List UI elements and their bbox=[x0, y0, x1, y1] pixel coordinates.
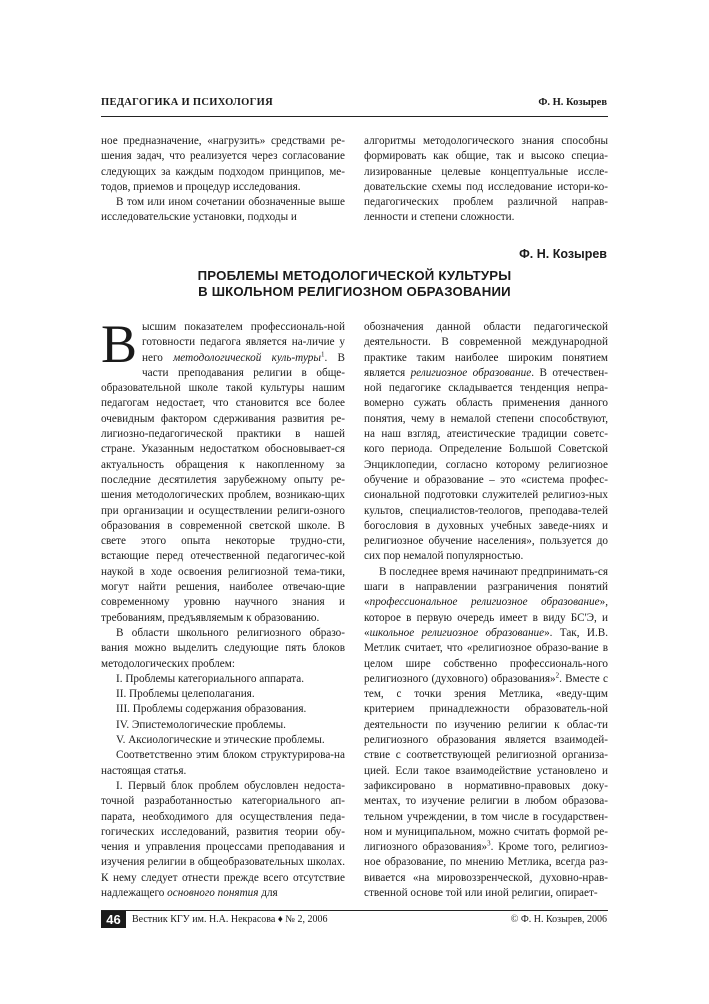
footer-rule bbox=[101, 910, 608, 911]
prev-paragraph-3: алгоритмы методологического знания способны формировать как общие, так и высоко специа-лизированные целевые концептуальные иссле-довательские схемы под исследование истори-ко-педагогических проблем различной направ-ленности и степени сложности. bbox=[364, 135, 608, 224]
list-item: V. Аксиологические и этические проблемы. bbox=[116, 734, 325, 747]
page-number: 46 bbox=[101, 911, 126, 928]
list-item: I. Проблемы категориального аппарата. bbox=[116, 672, 305, 685]
paragraph-intro: Высшим показателем профессиональ-ной готовности педагога является на-личие у него методологической куль-туры$^1$. В части преподавания религии в обще-образовательной школе такой культуры нашим педагогам недостает, что становится все более очевидным фактором сдерживания развития ре-лигиозно-педагогической практики в нашей стране. Указанным недостатком обосновывает-ся актуальность обращения к накопленному за последние десятилетия зарубежному опыту ре-шения методологических проблем, возникаю-щих при организации и осуществлении религи-озного образования в современной светской школе. В свете этого опыта некоторые трудно-сти, встающие перед отечественной педагогичес-кой наукой в ходе освоения религиозной тема-тики, могут найти решения, наиболее отвечаю-щие современному уровню научного знания и требованиям, предъявляемым к образованию. bbox=[101, 314, 345, 624]
article-left-column bbox=[101, 314, 345, 901]
article-right-column bbox=[364, 320, 608, 901]
paragraph-problem-blocks: В области школьного религиозного образо-вания можно выделить следующие пять блоков методологических проблем: bbox=[101, 626, 345, 670]
header-rule bbox=[101, 116, 608, 117]
list-item: II. Проблемы целеполагания. bbox=[116, 688, 255, 701]
prev-article-left-column bbox=[101, 134, 345, 226]
article-title bbox=[101, 268, 608, 300]
paragraph-first-block: I. Первый блок проблем обусловлен недоста-точной разработанностью категориального ап-парата, необходимого для осуществления педа-гогических исследований, развития теории обу-чения и управления процессами преподавания и изучения религии в общеобразовательных школах. К нему следует отнести прежде всего отсутствие надлежащего основного понятия для bbox=[101, 779, 345, 899]
prev-article-right-column bbox=[364, 134, 608, 226]
copyright-notice: © Ф. Н. Козырев, 2006 bbox=[510, 914, 607, 925]
running-header-author: Ф. Н. Козырев bbox=[538, 97, 607, 108]
article-title-line-2: В ШКОЛЬНОМ РЕЛИГИОЗНОМ ОБРАЗОВАНИИ bbox=[198, 284, 511, 299]
paragraph-structure: Соответственно этим блоком структурирова-на настоящая статья. bbox=[101, 749, 345, 777]
running-header-section: ПЕДАГОГИКА И ПСИХОЛОГИЯ bbox=[101, 97, 273, 108]
article-title-line-1: ПРОБЛЕМЫ МЕТОДОЛОГИЧЕСКОЙ КУЛЬТУРЫ bbox=[197, 268, 512, 283]
paragraph-religious-education: обозначения данной области педагогической деятельности. В современной международной практике таким наиболее широким понятием является религиозное образование. В отечествен-ной педагогике складывается тенденция непра-вомерно сужать область применения данного понятия, чему в немалой степени способствуют, на наш взгляд, атеистические традиции советс-кого периода. Определение Большой Советской Энциклопедии, согласно которому религиозное обучение и образование – это «система профес-сиональной подготовки служителей религиоз-ных культов, специалистов-теологов, преподава-телей богословия в духовных учебных заведе-ниях и религиозное обучение населения», пользуется до сих пор немалой популярностью. bbox=[364, 321, 608, 563]
journal-citation: Вестник КГУ им. Н.А. Некрасова ♦ № 2, 2006 bbox=[132, 914, 328, 925]
list-item: III. Проблемы содержания образования. bbox=[116, 703, 307, 716]
paragraph-metlik: В последнее время начинают предпринимать-ся шаги в направлении разграничения понятий «профессиональное религиозное образование», которое в первую очередь имеет в виду БС'Э, и «школьное религиозное образование». Так, И.В. Метлик считает, что «религиозное образо-вание в целом шире собственно профессиональ-ного религиозного (духовного) образования»$^2$. Вместе с тем, с точки зрения Метлика, «веду-щим критерием принадлежности образователь-ной деятельности по изучению религии к облас-ти религиозного образования является взаимодей-ствие с соответствующей религиозной организа-цией. Если такое взаимодействие установлено и зафиксировано в нормативно-правовых доку-ментах, то изучение религии в любом образова-тельном учреждении, в том числе в государствен-ном и муниципальном, можно считать формой ре-лигиозного образования»$^3$. Кроме того, религиоз-ное образование, по мнению Метлика, всегда раз-вивается «на мировоззренческой, духовно-нрав-ственной основе той или иной религии, опирает- bbox=[364, 565, 609, 899]
list-item: IV. Эпистемологические проблемы. bbox=[116, 718, 286, 731]
drop-cap: В bbox=[101, 314, 138, 374]
article-author: Ф. Н. Козырев bbox=[519, 247, 607, 261]
prev-paragraph-2: В том или ином сочетании обозначенные выше исследовательские установки, подходы и bbox=[101, 196, 345, 224]
prev-paragraph-1: ное предназначение, «нагрузить» средствами ре-шения задач, что реализуется через согласование следующих за каждым подходом принципов, ме-тодов, приемов и процедур исследования. bbox=[101, 135, 345, 193]
